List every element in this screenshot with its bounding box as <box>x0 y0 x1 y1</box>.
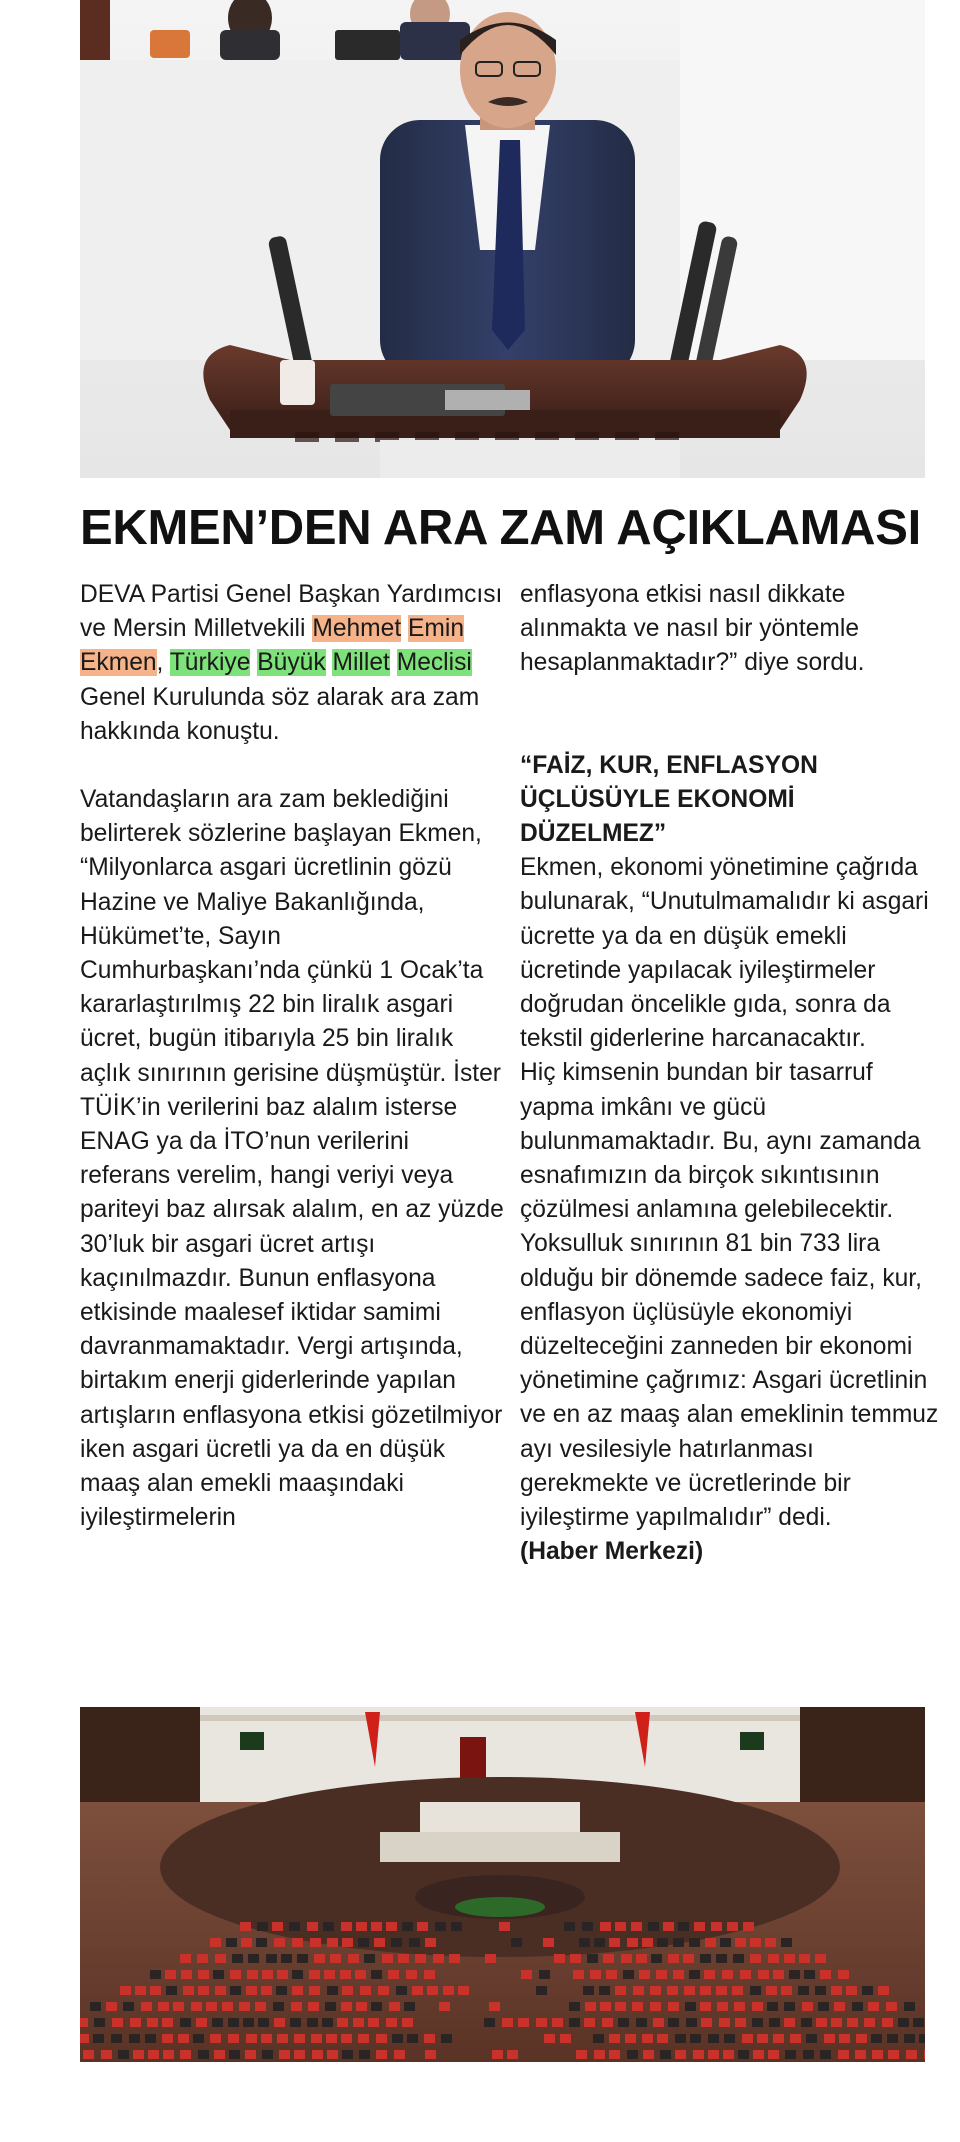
highlighted-institution-4: Meclisi <box>396 649 472 677</box>
parliament-hall-photo <box>80 1707 925 2062</box>
body-paragraph-2: Vatandaşların ara zam beklediğini belirterek sözlerine başlayan Ekmen, “Milyonlarca asgari ücretlinin gözü Hazine ve Maliye Bakanlığında, Hükümet’te, Sayın Cumhurbaşkanı’nda çünkü 1 Ocak’ta kararlaştırılmış 22 bin liralık asgari ücret, bugün itibarıyla 25 bin liralık açlık sınırının gerisine düşmüştür. İster TÜİK’in verilerini baz alalım isterse ENAG ya da İTO’nun verilerini referans verelim, hangi veriyi veya pariteyi baz alırsak alalım, en az yüzde 30’luk bir asgari ücret artışı kaçınılmazdır. Bunun enflasyona etkisinde maalesef iktidar samimi davranmamaktadır. Vergi artışında, birtakım enerji giderlerinde yapılan artışların enflasyona etkisi gözetilmiyor iken asgari ücretli ya da en düşük maaş alan emekli maaşındaki iyileştirmelerin <box>80 786 504 1532</box>
highlighted-institution-3: Millet <box>332 649 390 677</box>
highlighted-institution-1: Türkiye <box>169 649 251 677</box>
article-subheading: “FAİZ, KUR, ENFLASYON ÜÇLÜSÜYLE EKONOMİ DÜZELMEZ” <box>520 751 818 848</box>
body-paragraph-4: Hiç kimsenin bundan bir tasarruf yapma imkânı ve gücü bulunmamaktadır. Bu, aynı zamanda esnafımızın da birçok sıkıntısının çözülmesi anlamına gelebilecektir. Yoksulluk sınırının 81 bin 733 lira olduğu bir dönemde sadece faiz, kur, enflasyon üçlüsüyle ekonomiyi düzelteceğini zanneden bir ekonomi yönetimine çağrımız: Asgari ücretlinin ve en az maaş alan emeklinin temmuz ayı vesilesiyle hatırlanması gerekmekte ve ücretlerinde bir iyileştirme yapılmalıdır” dedi. <box>520 1059 939 1532</box>
intro-paragraph <box>80 578 505 749</box>
highlighted-name-last: Ekmen <box>80 649 157 677</box>
body-paragraph-3: Ekmen, ekonomi yönetimine çağrıda bulunarak, “Unutulmamalıdır ki asgari ücrette ya da en düşük emekli ücretinde yapılacak iyileştirmeler doğrudan öncelikle gıda, sonra da tekstil giderlerine harcanacaktır. <box>520 854 929 1053</box>
intro-tail-text: Genel Kurulunda söz alarak ara zam hakkında konuştu. <box>80 683 480 745</box>
article-byline: (Haber Merkezi) <box>520 1538 704 1566</box>
intro-comma: , <box>156 649 170 677</box>
highlighted-name-first: Mehmet <box>312 615 402 643</box>
body-paragraph-2-continued: enflasyona etkisi nasıl dikkate alınmakta ve nasıl bir yöntemle hesaplanmaktadır?” diye sordu. <box>520 581 865 677</box>
speaker-photo <box>80 0 925 478</box>
highlighted-institution-2: Büyük <box>257 649 326 677</box>
article-headline: EKMEN’DEN ARA ZAM AÇIKLAMASI <box>80 501 921 555</box>
article-column-right <box>520 578 940 1569</box>
highlighted-name-middle: Emin <box>408 615 465 643</box>
intro-lead-text: DEVA Partisi Genel Başkan Yardımcısı ve Mersin Milletvekili <box>80 581 503 643</box>
article-column-left <box>80 578 505 1535</box>
